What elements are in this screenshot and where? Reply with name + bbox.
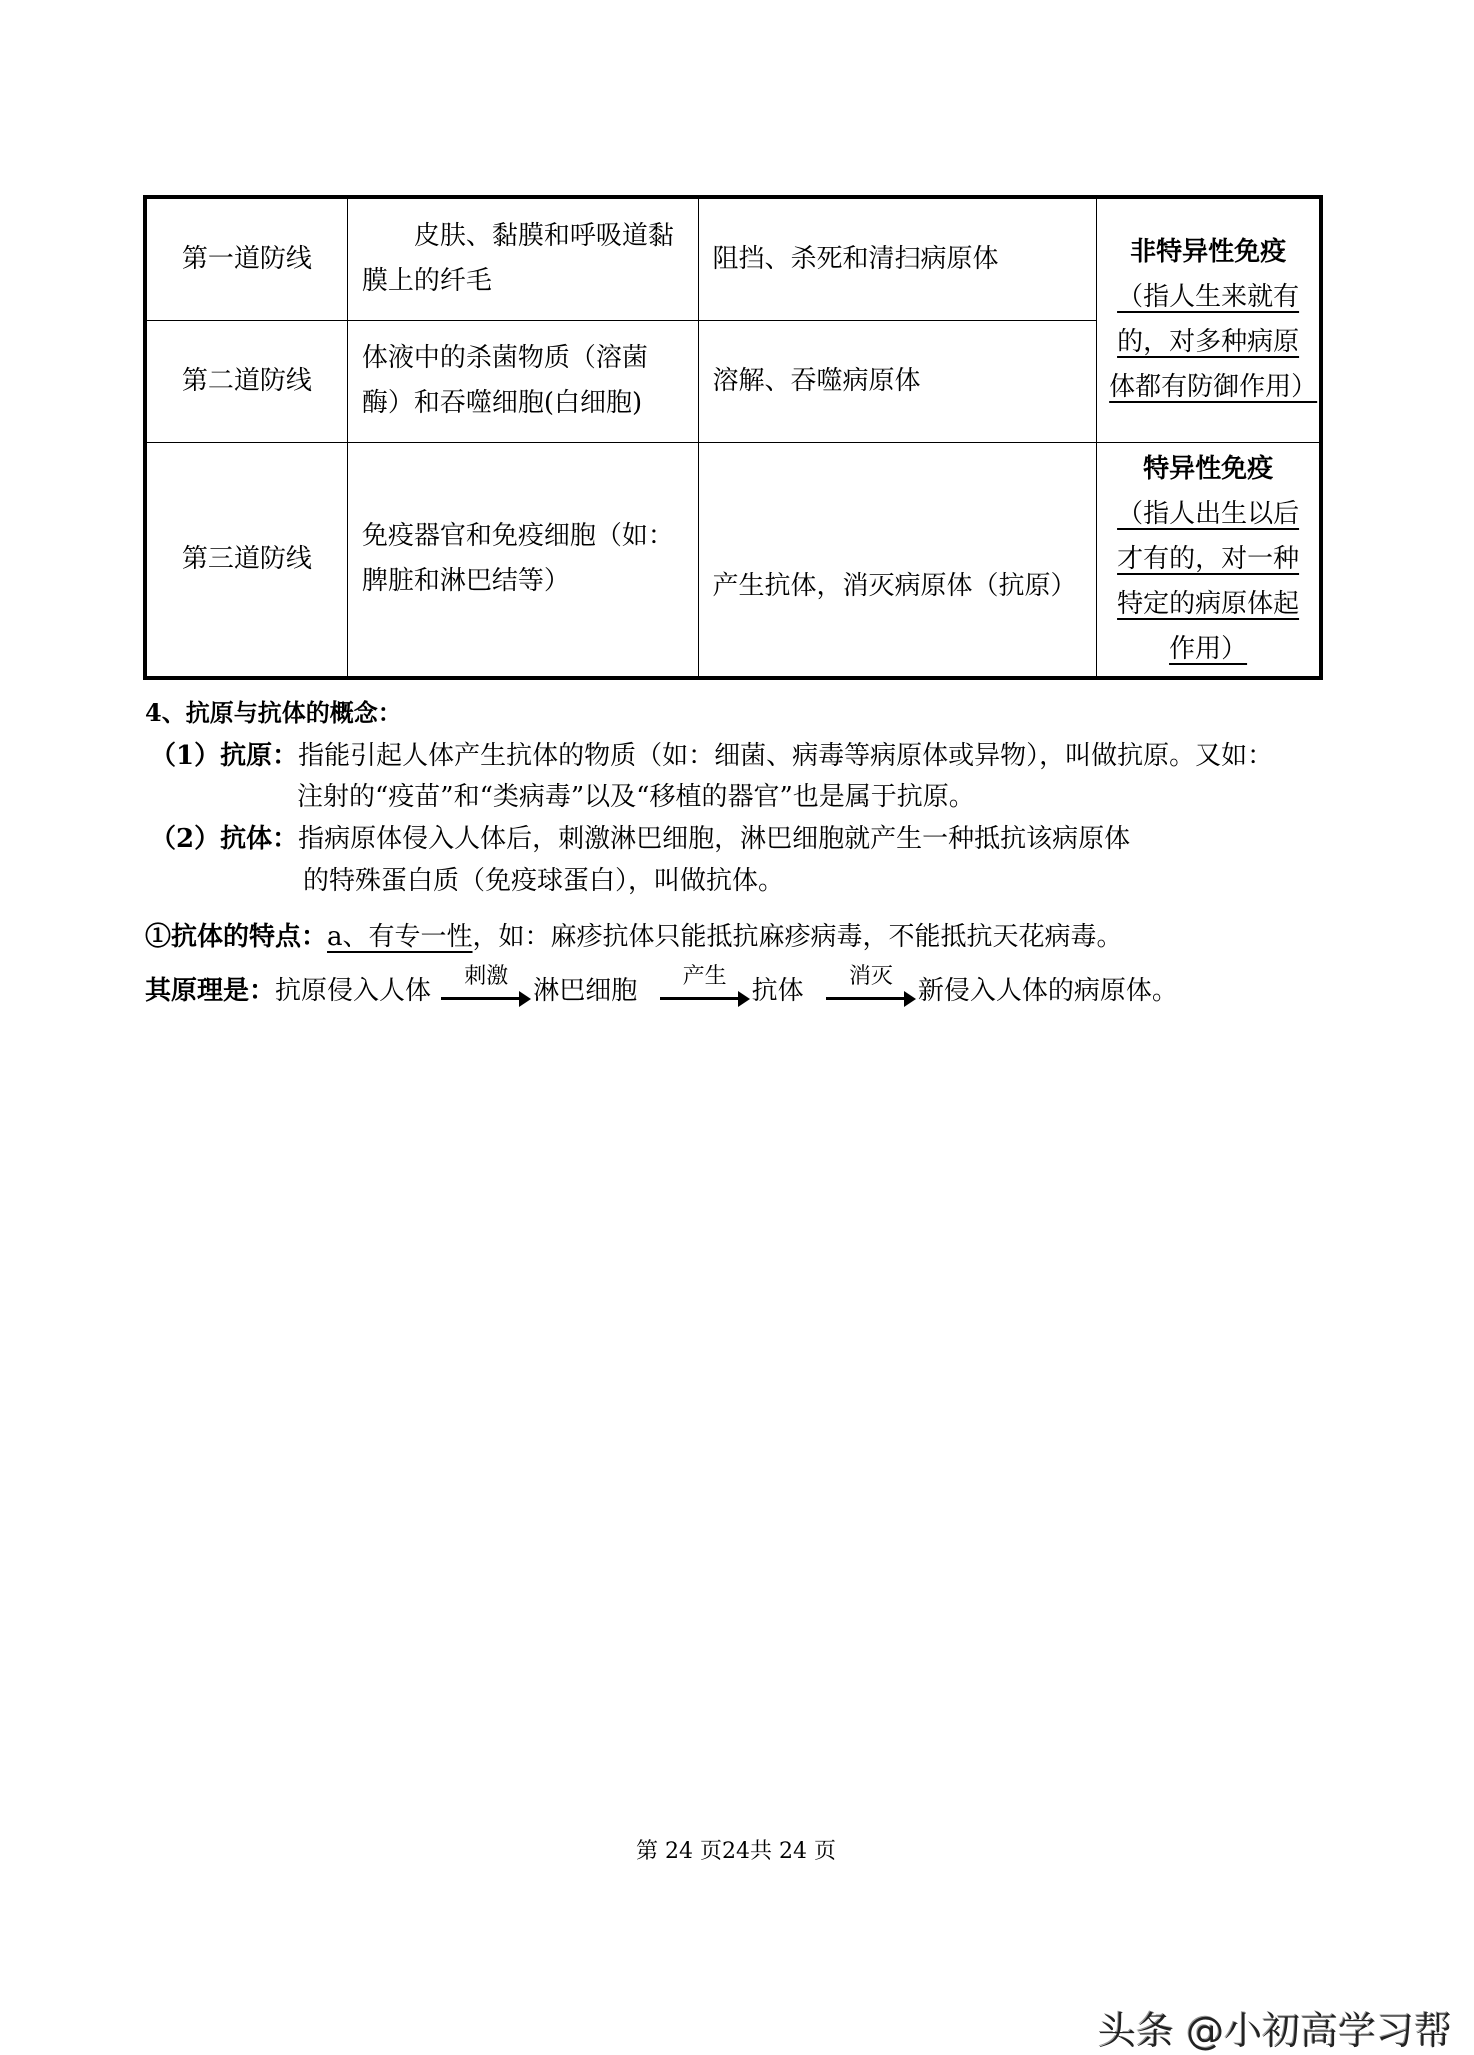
principle-step: 淋巴细胞 [533, 976, 638, 1006]
feature-text: ，如：麻疹抗体只能抵抗麻疹病毒，不能抵抗天花病毒。 [472, 922, 1123, 952]
watermark: 头条 @小初高学习帮 [1098, 2009, 1453, 2053]
principle-step: 抗体 [751, 976, 804, 1006]
table-row [145, 442, 1321, 678]
specific-desc: （指人出生以后才有的，对一种特定的病原体起作用） [1117, 498, 1300, 664]
nonspecific-title: 非特异性免疫 [1130, 237, 1287, 268]
antibody-text-cont: 的特殊蛋白质（免疫球蛋白），叫做抗体。 [303, 866, 785, 896]
immune-defense-table [143, 195, 1323, 680]
arrow-icon [441, 964, 531, 1007]
antigen-text: 指能引起人体产生抗体的物质（如：细菌、病毒等病原体或异物），叫做抗原。又如： [298, 741, 1274, 771]
page-number: 第 24 页24共 24 页 [636, 1839, 836, 1864]
defense-line-name: 第二道防线 [145, 320, 347, 442]
defense-components: 皮肤、黏膜和呼吸道黏膜上的纤毛 [347, 197, 698, 320]
antibody-label: （2）抗体： [150, 824, 299, 854]
principle-line [145, 964, 1178, 1007]
nonspecific-desc: （指人生来就有的，对多种病原体都有防御作用） [1109, 282, 1318, 403]
arrow-label: 刺激 [464, 964, 509, 989]
principle-step: 抗原侵入人体 [275, 976, 432, 1006]
feature-key: a、有专一性 [327, 922, 473, 952]
arrow-label: 产生 [682, 964, 727, 989]
antigen-text-cont: 注射的“疫苗”和“类病毒”以及“移植的器官”也是属于抗原。 [297, 782, 975, 812]
nonspecific-immunity-cell [1097, 197, 1321, 442]
table-row [145, 197, 1321, 320]
arrow-icon [826, 964, 916, 1007]
specific-title: 特异性免疫 [1143, 453, 1274, 484]
antigen-label: （1）抗原： [150, 741, 299, 771]
principle-step: 新侵入人体的病原体。 [917, 976, 1178, 1006]
feature-label: ①抗体的特点： [145, 922, 328, 952]
defense-function: 阻挡、杀死和清扫病原体 [698, 197, 1097, 320]
antibody-text: 指病原体侵入人体后，刺激淋巴细胞，淋巴细胞就产生一种抵抗该病原体 [298, 824, 1131, 854]
defense-line-name: 第一道防线 [145, 197, 347, 320]
defense-line-name: 第三道防线 [145, 442, 347, 678]
arrow-label: 消灭 [848, 964, 893, 989]
section-heading: 4、抗原与抗体的概念： [145, 698, 402, 727]
defense-components: 体液中的杀菌物质（溶菌酶）和吞噬细胞(白细胞) [347, 320, 698, 442]
defense-components: 免疫器官和免疫细胞（如：脾脏和淋巴结等） [347, 442, 698, 678]
defense-function: 溶解、吞噬病原体 [698, 320, 1097, 442]
defense-function: 产生抗体，消灭病原体（抗原） [698, 442, 1097, 678]
specific-immunity-cell [1097, 442, 1321, 678]
principle-label: 其原理是： [145, 976, 276, 1006]
arrow-icon [660, 964, 750, 1007]
